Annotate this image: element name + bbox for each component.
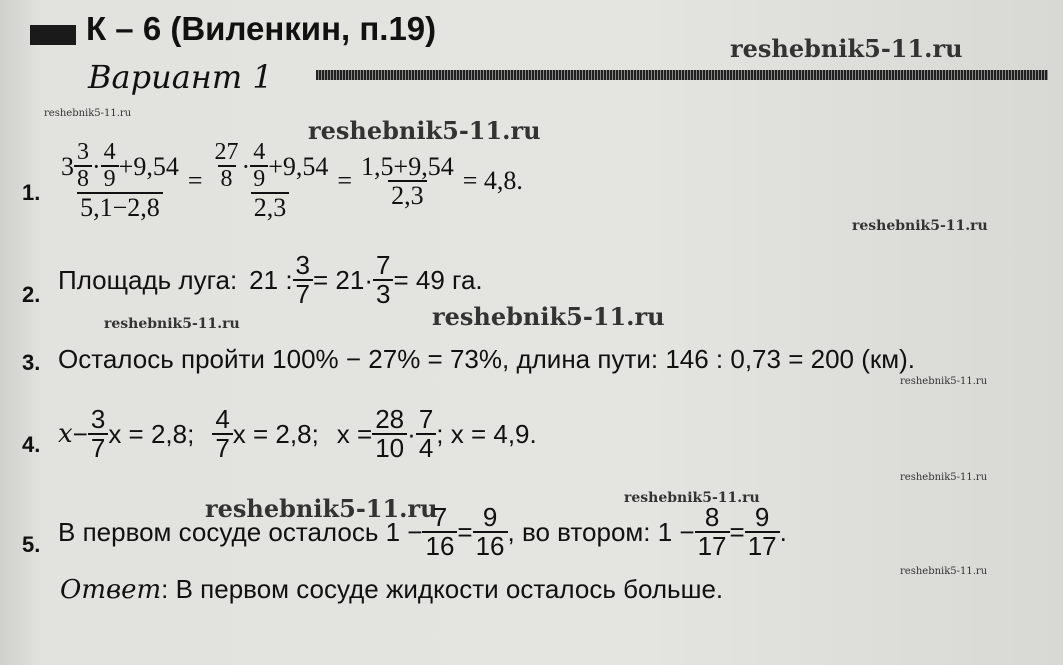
expression: = 21·	[313, 264, 374, 295]
numerator: 3	[77, 139, 89, 165]
watermark: reshebnik5-11.ru	[900, 376, 988, 387]
fraction	[422, 504, 457, 561]
problem-4-line	[58, 406, 537, 463]
problem-text: В первом сосуде осталось 1 −	[58, 516, 423, 547]
watermark: reshebnik5-11.ru	[44, 108, 132, 119]
operator: ·	[407, 418, 416, 449]
problem-number: 3.	[22, 350, 41, 375]
punctuation: .	[779, 516, 787, 547]
fraction	[372, 406, 407, 463]
variant-label: Вариант 1	[88, 58, 273, 96]
denominator: 2,3	[388, 180, 427, 209]
numerator: 4	[103, 139, 116, 165]
fraction	[101, 140, 119, 192]
fraction-complex-1	[58, 140, 182, 222]
denominator: 7	[293, 279, 313, 308]
denominator: 3	[373, 279, 393, 308]
fraction	[745, 504, 780, 561]
watermark: reshebnik5-11.ru	[308, 116, 541, 145]
variable: x	[58, 419, 73, 450]
fraction	[74, 140, 92, 192]
numerator: 9	[754, 502, 770, 532]
denominator: 16	[422, 531, 457, 560]
fraction	[373, 252, 393, 309]
denominator: 7	[212, 433, 232, 462]
fraction-complex-2	[209, 140, 332, 222]
numerator: 3	[90, 404, 106, 434]
denominator: 2,3	[251, 192, 290, 221]
result: = 49 га.	[393, 264, 483, 295]
problem-number: 2.	[22, 282, 41, 307]
answer-label: Ответ	[60, 575, 162, 605]
whole-part: 3	[61, 151, 74, 181]
operand: +9,54	[268, 151, 329, 181]
denominator: 16	[473, 531, 508, 560]
denominator: 8	[218, 165, 236, 192]
fraction	[473, 504, 508, 561]
denominator: 10	[372, 433, 407, 462]
numerator: 1,5+9,54	[361, 151, 454, 181]
fraction	[212, 140, 242, 192]
result: = 4,8.	[462, 165, 523, 195]
watermark: reshebnik5-11.ru	[900, 472, 988, 483]
operator: ·	[241, 151, 251, 181]
denominator: 4	[416, 433, 436, 462]
numerator: 28	[375, 404, 405, 434]
answer-text: : В первом сосуде жидкости осталось больше.	[161, 574, 724, 604]
problem-text: , во втором: 1 −	[507, 516, 695, 547]
problem-1-expression	[58, 140, 523, 222]
numerator: 4	[215, 404, 230, 434]
numerator: 4	[253, 139, 266, 165]
problem-number: 5.	[22, 532, 41, 557]
denominator: 17	[745, 531, 780, 560]
equals-sign: =	[729, 516, 745, 547]
denominator: 8	[74, 165, 92, 192]
problem-2-line	[58, 252, 483, 309]
answer-line	[60, 574, 723, 605]
watermark: reshebnik5-11.ru	[624, 490, 760, 506]
watermark: reshebnik5-11.ru	[104, 316, 240, 332]
watermark: reshebnik5-11.ru	[432, 302, 665, 331]
numerator: 8	[704, 502, 720, 532]
equals-sign: =	[457, 516, 473, 547]
numerator: 7	[376, 250, 391, 280]
expression: ; x = 4,9.	[436, 418, 537, 449]
problem-number: 4.	[22, 432, 41, 457]
equals-sign: =	[187, 165, 203, 195]
expression: x =	[336, 418, 373, 449]
numerator: 27	[214, 139, 239, 165]
watermark: reshebnik5-11.ru	[730, 34, 963, 63]
fraction	[358, 153, 457, 210]
watermark: reshebnik5-11.ru	[852, 218, 988, 234]
expression: x = 2,8;	[232, 418, 319, 449]
fraction	[250, 140, 268, 192]
decorative-rule	[316, 70, 1048, 80]
operator: ·	[92, 151, 101, 181]
problem-text: Площадь луга:	[58, 264, 238, 295]
expression: x = 2,8;	[108, 418, 195, 449]
numerator: 3	[295, 250, 311, 280]
fraction	[293, 252, 313, 309]
problem-5-line	[58, 504, 787, 561]
fraction	[695, 504, 730, 561]
operator: −	[72, 418, 88, 449]
watermark: reshebnik5-11.ru	[205, 494, 438, 523]
problem-number: 1.	[22, 180, 41, 205]
header-marker	[30, 25, 76, 45]
fraction	[416, 406, 436, 463]
fraction	[88, 406, 108, 463]
watermark: reshebnik5-11.ru	[900, 566, 988, 577]
expression: 21 :	[249, 264, 293, 295]
numerator: 9	[482, 502, 498, 532]
denominator: 17	[695, 531, 730, 560]
numerator: 7	[432, 502, 448, 532]
fraction	[212, 406, 232, 463]
page-title: К – 6 (Виленкин, п.19)	[86, 10, 437, 47]
operand: +9,54	[118, 151, 179, 181]
denominator: 9	[101, 165, 119, 192]
denominator: 9	[250, 165, 268, 192]
denominator: 5,1−2,8	[77, 192, 163, 221]
numerator: 7	[418, 404, 434, 434]
denominator: 7	[88, 433, 108, 462]
equals-sign: =	[337, 165, 353, 195]
problem-3-text: Осталось пройти 100% − 27% = 73%, длина пути: 146 : 0,73 = 200 (км).	[58, 344, 915, 374]
